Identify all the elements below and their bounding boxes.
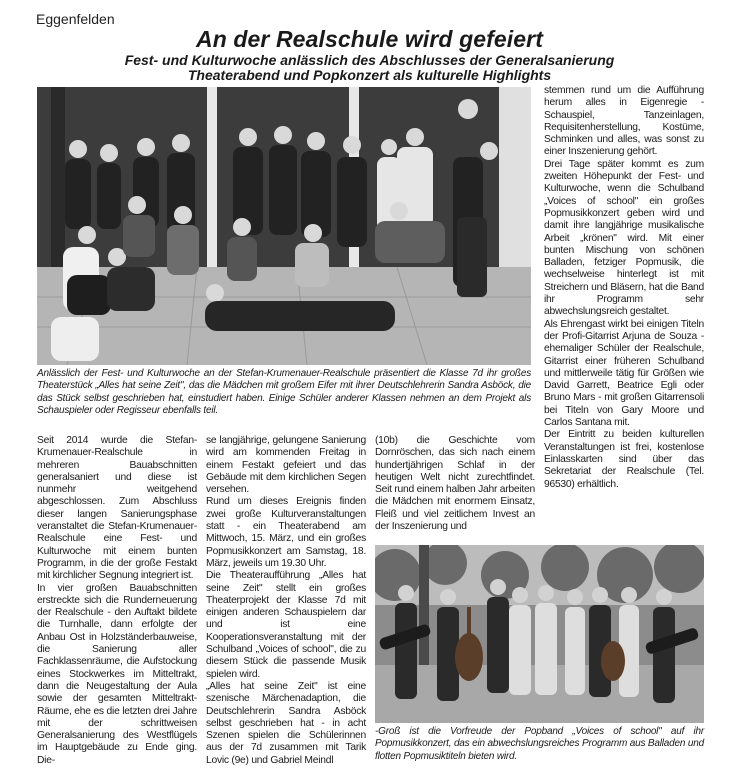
paragraph: „Alles hat seine Zeit" ist eine szenische Märchenadaption, die Deutschlehrerin Sandra Asböck selbst geschrieben hat - in acht Szenen spielen die Schülerinnen aus der 7d zusammen mit Tarik Lovic (9e) und Gabriel Meindl (206, 680, 366, 766)
photo-caption-bottom: -Groß ist die Vorfreude der Popband „Voices of school" auf ihr Popmusikkonzert, das ein abwechslungsreiches Programm aus Balladen und flotten Popmusiktiteln bieten wird. (375, 726, 704, 762)
photo-caption-top: Anlässlich der Fest- und Kulturwoche an der Stefan-Krumenauer-Realschule präsentiert die Klasse 7d ihr großes Theaterstück „Alles hat seine Zeit", das die Mädchen mit großem Eifer mit ihrer Deutschlehrerin Sandra Asböck, die das Stück selbst geschrieben hat, einstudiert haben. Einige Schüler anderer Klassen nehmen an dem Projekt als Schauspieler oder Regisseur ebenfalls teil. (37, 368, 531, 417)
paragraph: In vier großen Bauabschnitten erstreckte sich die Runderneuerung der Realschule - den Auftakt bildete die Turnhalle, dann erfolgte der Anbau Ost in Holzständerbauweise, die Sanierung aller Fachklassenräume, die Aufstockung eines Stockwerkes im Mitteltrakt, dann die Neugestaltung der Aula sowie der gesamten Mitteltrakt-Räume, ehe es die letzten drei Jahre mit der schrittweisen Generalsanierung des Westflügels im Hauptgebäude zu Ende ging. Die- (37, 582, 197, 766)
band-photo (375, 545, 704, 723)
article-column-2 (206, 435, 366, 767)
paragraph: Seit 2014 wurde die Stefan-Krumenauer-Realschule in mehreren Bauabschnitten generalsaniert und diese ist nunmehr weitgehend abgeschlossen. Zum Abschluss dieser langen Sanierungsphase veranstaltet die Stefan-Krumenauer-Realschule eine Fest- und Kulturwoche mit einem bunten Programm, in die der große Festakt mit kirchlicher Segnung integriert ist. (37, 435, 197, 582)
article-column-3 (375, 435, 535, 533)
subheadline-1: Fest- und Kulturwoche anlässlich des Abschlusses der Generalsanierung (124, 52, 615, 68)
headline: An der Realschule wird gefeiert (196, 26, 543, 52)
article-column-4 (544, 85, 704, 491)
paragraph: Der Eintritt zu beiden kulturellen Veranstaltungen ist frei, kostenlose Einlasskarten sind über das Sekretariat der Realschule (Tel. 96530) erhältlich. (544, 429, 704, 490)
subheadline-2: Theaterabend und Popkonzert als kulturelle Highlights (187, 67, 552, 83)
location-label: Eggenfelden (36, 11, 115, 27)
paragraph: Als Ehrengast wirkt bei einigen Titeln der Profi-Gitarrist Arjuna de Souza - ehemaliger Schüler der Realschule, Gitarrist einer früheren Schulband und mittlerweile tätig für Größen wie David Garrett, Beatrice Egli oder Bruno Mars - mit großen Gitarrensoli bei Titeln von Gary Moore und Carlos Santana mit. (544, 318, 704, 429)
paragraph: Die Theateraufführung „Alles hat seine Zeit" stellt ein großes Theaterprojekt der Klasse 7d mit einigen anderen Schauspielern dar und ist eine Kooperationsveranstaltung mit der Schulband „Voices of school", die zu diesem Stück die passende Musik spielen wird. (206, 570, 366, 680)
paragraph: Drei Tage später kommt es zum zweiten Höhepunkt der Fest- und Kulturwoche, wenn die Schulband „Voices of school" ein großes Popmusikkonzert geben wird und damit ihre langjährige musikalische Arbeit „krönen" wird. Mit einer bunten Mischung von schönen Balladen, fetziger Popmusik, die wechselweise hinterlegt ist mit Streichern und Bläsern, hat die Band ihr Programm sehr abwechslungsreich gestaltet. (544, 158, 704, 318)
article-column-1 (37, 435, 197, 767)
paragraph: (10b) die Geschichte vom Dornröschen, das sich nach einem hundertjährigen Schlaf in der heutigen Welt nicht zurechtfindet. Seit rund einem halben Jahr arbeiten die Mädchen mit enormem Einsatz, Fleiß und viel zeitlichem Invest an der Inszenierung und (375, 435, 535, 533)
paragraph: Rund um dieses Ereignis finden zwei große Kulturveranstaltungen statt - ein Theaterabend am Mittwoch, 15. März, und ein großes Popmusikkonzert am Samstag, 18. März, jeweils um 19.30 Uhr. (206, 496, 366, 569)
paragraph: se langjährige, gelungene Sanierung wird am kommenden Freitag in einem Festakt gefeiert und das Gebäude mit dem kirchlichen Segen versehen. (206, 435, 366, 496)
paragraph: stemmen rund um die Aufführung herum alles in Eigenregie - Schauspiel, Tanzeinlagen, Requisitenherstellung, Kostüme, Schminken und alles, was sonst zu einer Inszenierung gehört. (544, 85, 704, 158)
theatre-group-photo (37, 87, 531, 365)
